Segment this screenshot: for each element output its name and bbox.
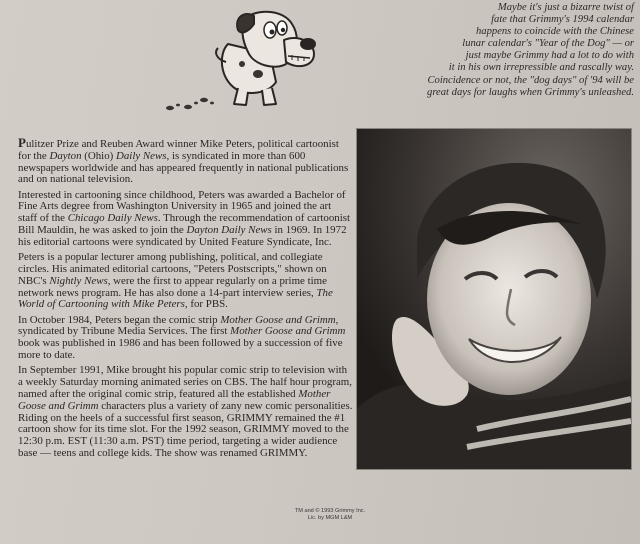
bio-paragraph — [18, 252, 353, 311]
bio-text: (Ohio) — [81, 149, 116, 162]
bio-italic: The World of Cartooning with Mike Peters — [18, 286, 333, 311]
bio-text: . Through the recommendation of cartoonist Bill Mauldin, he was asked to join the — [18, 212, 351, 237]
portrait-illustration — [357, 129, 631, 469]
bio-text: characters plus a variety of zany new comic personalities. Riding on the heels of a successful first season, GRIMMY remained the #1 cartoon show for its time slot. For the 1992 season, GRIMMY moved to the 12:30 p.m. EST (11:30 a.m. PST) time period, targeting a wider audience base — teens and college kids. The show was renamed GRIMMY. — [18, 399, 353, 459]
bio-italic: Dayton — [49, 149, 82, 162]
bio-paragraph — [18, 315, 353, 362]
bio-italic: Daily News — [116, 149, 167, 162]
copyright-line: TM and © 1993 Grimmy Inc. — [294, 508, 366, 514]
caption-line: fate that Grimmy's 1994 calendar — [491, 14, 634, 26]
grimmy-dog-illustration — [158, 4, 338, 116]
bio-text: Interested in cartooning since childhood, Peters was awarded a Bachelor of Fine Arts degree from Washington University in 1965 and joined the art staff of the — [18, 188, 346, 225]
license-line: Lic. by MGM L&M — [307, 515, 353, 521]
caption-line: Coincidence or not, the "dog days" of '94 will be — [427, 74, 634, 86]
bio-text: , were the first to appear regularly on a prime time network news program. He has also done a 14-part interview series, — [18, 274, 327, 299]
bio-text: , for PBS. — [184, 298, 228, 311]
bio-text: book was published in 1986 and has been followed by a succession of five more to date. — [18, 337, 343, 362]
caption-line: it in his own irrepressible and rascally way. — [448, 62, 634, 74]
bio-text: ulitzer Prize and Reuben Award winner Mike Peters, political cartoonist for the — [18, 138, 339, 162]
caption-line: lunar calendar's "Year of the Dog" — or — [462, 38, 634, 50]
bio-paragraph — [18, 365, 353, 459]
caption-line: happens to coincide with the Chinese — [476, 26, 634, 38]
calendar-caption — [344, 2, 634, 99]
bio-italic: Mother Goose and Grimm — [230, 325, 346, 338]
bio-italic: Dayton Daily News — [186, 224, 272, 237]
bio-text: In September 1991, Mike brought his popular comic strip to television with a weekly Saturday morning animated series on CBS. The half hour program, named after the original comic strip, featured all the established — [18, 364, 353, 400]
bio-paragraph — [18, 190, 353, 249]
bio-text: , syndicated by Tribune Media Services. The first — [18, 313, 339, 338]
drop-letter: P — [18, 135, 26, 150]
bio-paragraph — [18, 137, 353, 186]
caption-line: just maybe Grimmy had a lot to do with — [465, 50, 634, 62]
bio-italic: Chicago Daily News — [67, 212, 158, 225]
copyright-notice — [285, 508, 375, 522]
bio-text: In October 1984, Peters began the comic strip — [18, 313, 221, 326]
bio-italic: Nightly News — [49, 274, 108, 287]
author-portrait-photo — [356, 128, 632, 470]
bio-text: , is syndicated in more than 600 newspapers worldwide and has appeared frequently in national publications and on national television. — [18, 149, 349, 186]
caption-line: great days for laughs when Grimmy's unleashed. — [427, 86, 634, 98]
bio-italic: Mother Goose and Grimm — [220, 313, 336, 326]
bio-italic: Mother Goose and Grimm — [18, 387, 331, 412]
caption-line: Maybe it's just a bizarre twist of — [497, 2, 634, 13]
bio-text: in 1969. In 1972 his editorial cartoons were syndicated by United Feature Syndicate, Inc. — [18, 224, 347, 248]
biography-text — [18, 137, 353, 463]
bio-text: Peters is a popular lecturer among publishing, political, and collegiate circles. His animated editorial cartoons, "Peters Postscripts," shown on NBC's — [18, 251, 327, 287]
